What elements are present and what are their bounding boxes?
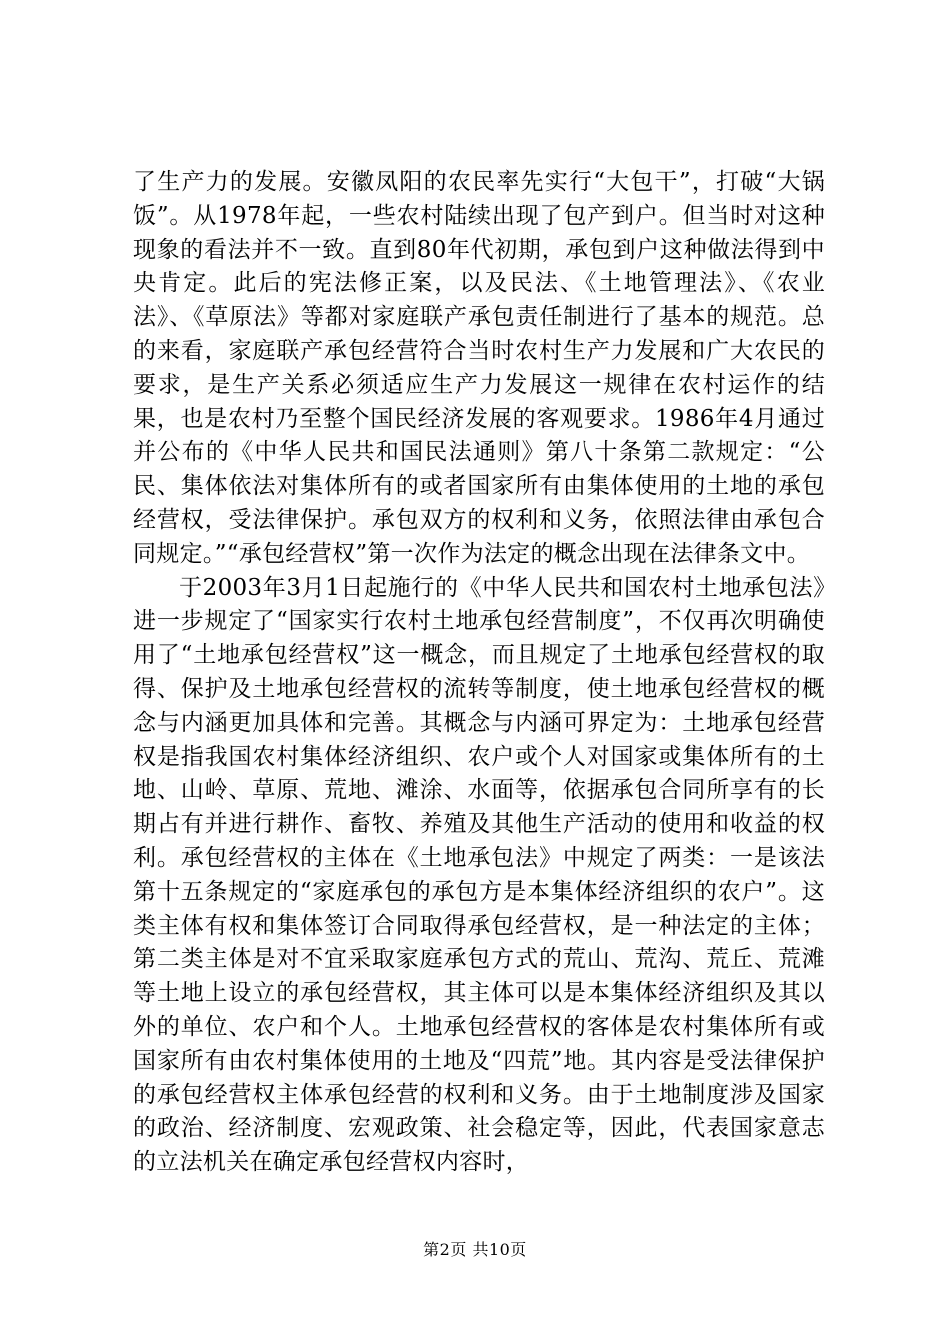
page-number-footer: 第2页 共10页 [423,1240,527,1259]
document-body [133,166,825,1180]
paragraph-1: 了生产力的发展。安徽凤阳的农民率先实行“大包干”，打破“大锅饭”。从1978年起，一些农村陆续出现了包产到户。但当时对这种现象的看法并不一致。直到80年代初期，承包到户这种做法得到中央肯定。此后的宪法修正案，以及民法、《土地管理法》、《农业法》、《草原法》等都对家庭联产承包责任制进行了基本的规范。总的来看，家庭联产承包经营符合当时农村生产力发展和广大农民的要求，是生产关系必须适应生产力发展这一规律在农村运作的结果，也是农村乃至整个国民经济发展的客观要求。1986年4月通过并公布的《中华人民共和国民法通则》第八十条第二款规定：“公民、集体依法对集体所有的或者国家所有由集体使用的土地的承包经营权，受法律保护。承包双方的权利和义务，依照法律由承包合同规定。”“承包经营权”第一次作为法定的概念出现在法律条文中。 [133,169,825,567]
paragraph-2: 于2003年3月1日起施行的《中华人民共和国农村土地承包法》进一步规定了“国家实行农村土地承包经营制度”，不仅再次明确使用了“土地承包经营权”这一概念，而且规定了土地承包经营权的取得、保护及土地承包经营权的流转等制度，使土地承包经营权的概念与内涵更加具体和完善。其概念与内涵可界定为：土地承包经营权是指我国农村集体经济组织、农户或个人对国家或集体所有的土地、山岭、草原、荒地、滩涂、水面等，依据承包合同所享有的长期占有并进行耕作、畜牧、养殖及其他生产活动的使用和收益的权利。承包经营权的主体在《土地承包法》中规定了两类：一是该法第十五条规定的“家庭承包的承包方是本集体经济组织的农户”。这类主体有权和集体签订合同取得承包经营权，是一种法定的主体；第二类主体是对不宜采取家庭承包方式的荒山、荒沟、荒丘、荒滩等土地上设立的承包经营权，其主体可以是本集体经济组织及其以外的单位、农户和个人。土地承包经营权的客体是农村集体所有或国家所有由农村集体使用的土地及“四荒”地。其内容是受法律保护的承包经营权主体承包经营的权利和义务。由于土地制度涉及国家的政治、经济制度、宏观政策、社会稳定等，因此，代表国家意志的立法机关在确定承包经营权内容时， [133,574,825,1176]
